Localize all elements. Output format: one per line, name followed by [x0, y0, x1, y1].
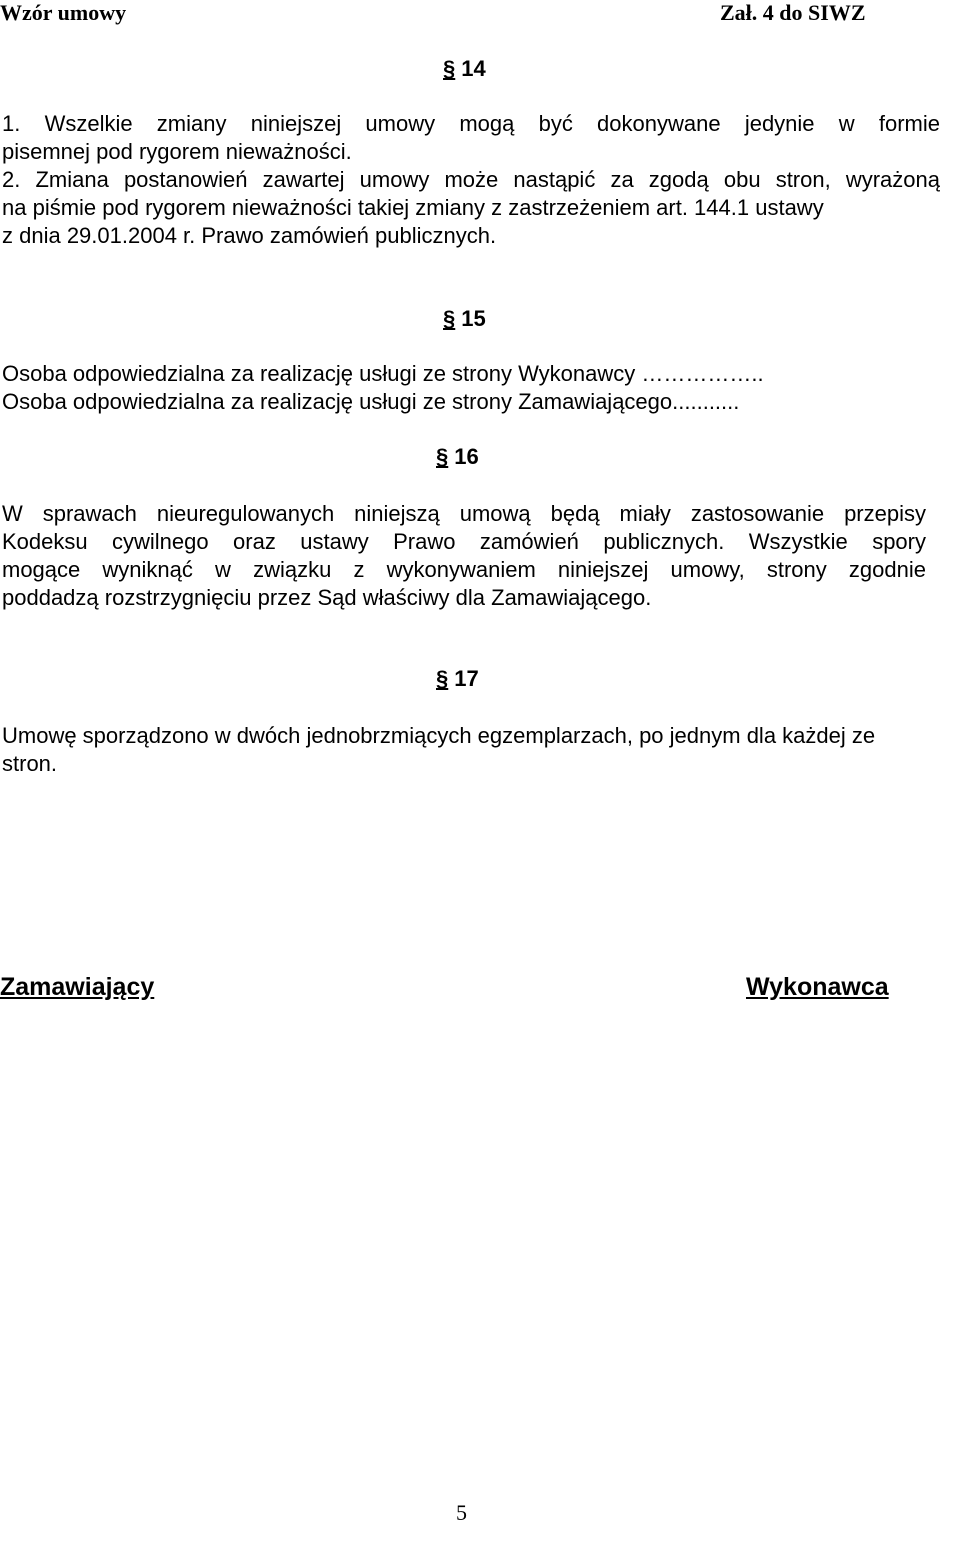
section-number: 17 — [454, 666, 479, 691]
signature-wykonawca: Wykonawca — [746, 973, 889, 1001]
s14-item2-line2: na piśmie pod rygorem nieważności takiej zmiany z zastrzeżeniem art. 144.1 ustawy — [2, 195, 824, 220]
s16-line3: mogące wyniknąć w związku z wykonywaniem niniejszej umowy, strony zgodnie — [2, 557, 926, 582]
section-17-heading — [436, 666, 479, 692]
s16-line1: W sprawach nieuregulowanych niniejszą umową będą miały zastosowanie przepisy — [2, 501, 926, 526]
header-right-annex: Zał. 4 do SIWZ — [720, 0, 866, 25]
section-sign: § — [436, 666, 449, 691]
header-left-title: Wzór umowy — [0, 0, 127, 25]
s17-line1: Umowę sporządzono w dwóch jednobrzmiących egzemplarzach, po jednym dla każdej ze — [2, 723, 876, 748]
s16-line2: Kodeksu cywilnego oraz ustawy Prawo zamówień publicznych. Wszystkie spory — [2, 529, 926, 554]
s16-line4: poddadzą rozstrzygnięciu przez Sąd właściwy dla Zamawiającego. — [2, 585, 652, 610]
section-sign: § — [436, 444, 449, 469]
signature-zamawiajacy: Zamawiający — [0, 973, 155, 1001]
section-14-heading — [443, 56, 486, 82]
s14-item1-line2: pisemnej pod rygorem nieważności. — [2, 139, 352, 164]
s14-item2-line3: z dnia 29.01.2004 r. Prawo zamówień publicznych. — [2, 223, 497, 248]
section-number: 15 — [461, 306, 486, 331]
s15-line1: Osoba odpowiedzialna za realizację usługi ze strony Wykonawcy …………….. — [2, 361, 764, 386]
section-sign: § — [443, 56, 456, 81]
section-15-heading — [443, 306, 486, 332]
s14-item1-line1: 1. Wszelkie zmiany niniejszej umowy mogą być dokonywane jedynie w formie — [2, 111, 940, 136]
page-number: 5 — [456, 1500, 467, 1525]
section-sign: § — [443, 306, 456, 331]
s14-item2-line1: 2. Zmiana postanowień zawartej umowy może nastąpić za zgodą obu stron, wyrażoną — [2, 167, 940, 192]
section-16-heading — [436, 444, 479, 470]
s17-line2: stron. — [2, 751, 58, 776]
s15-line2: Osoba odpowiedzialna za realizację usługi ze strony Zamawiającego........... — [2, 389, 740, 414]
section-number: 16 — [454, 444, 479, 469]
section-number: 14 — [461, 56, 486, 81]
